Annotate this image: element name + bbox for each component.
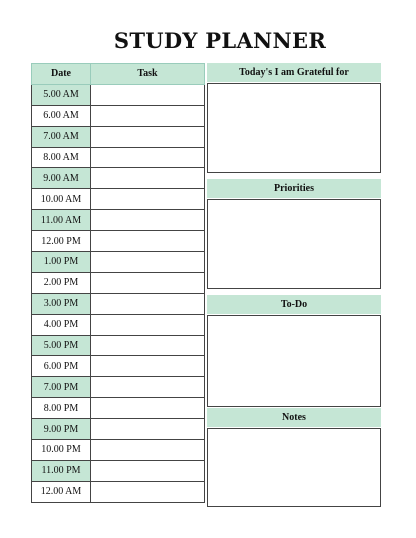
- schedule-row: [32, 210, 205, 231]
- todo-box[interactable]: [207, 315, 381, 407]
- time-cell: 9.00 PM: [32, 419, 91, 440]
- time-cell: 7.00 AM: [32, 126, 91, 147]
- notes-box[interactable]: [207, 428, 381, 507]
- schedule-row: [32, 314, 205, 335]
- task-cell[interactable]: [91, 398, 205, 419]
- priorities-section: [207, 179, 381, 289]
- time-cell: 6.00 AM: [32, 105, 91, 126]
- schedule-row: [32, 168, 205, 189]
- time-cell: 8.00 PM: [32, 398, 91, 419]
- schedule-row: [32, 293, 205, 314]
- grateful-header: Today's I am Grateful for: [207, 63, 381, 82]
- task-cell[interactable]: [91, 293, 205, 314]
- schedule-row: [32, 398, 205, 419]
- time-cell: 9.00 AM: [32, 168, 91, 189]
- task-cell[interactable]: [91, 231, 205, 252]
- schedule-row: [32, 335, 205, 356]
- task-cell[interactable]: [91, 272, 205, 293]
- time-cell: 5.00 AM: [32, 84, 91, 105]
- page-title: STUDY PLANNER: [113, 28, 327, 53]
- time-cell: 10.00 PM: [32, 440, 91, 461]
- task-cell[interactable]: [91, 440, 205, 461]
- notes-section: [207, 408, 381, 507]
- task-cell[interactable]: [91, 210, 205, 231]
- schedule-row: [32, 440, 205, 461]
- schedule-table: [31, 63, 205, 503]
- priorities-box[interactable]: [207, 199, 381, 289]
- task-cell[interactable]: [91, 105, 205, 126]
- date-column-header: Date: [32, 64, 91, 85]
- schedule-row: [32, 84, 205, 105]
- task-cell[interactable]: [91, 252, 205, 273]
- time-cell: 10.00 AM: [32, 189, 91, 210]
- task-cell[interactable]: [91, 189, 205, 210]
- task-cell[interactable]: [91, 460, 205, 481]
- task-cell[interactable]: [91, 314, 205, 335]
- schedule-row: [32, 419, 205, 440]
- task-cell[interactable]: [91, 377, 205, 398]
- priorities-header: Priorities: [207, 179, 381, 198]
- notes-header: Notes: [207, 408, 381, 427]
- task-cell[interactable]: [91, 335, 205, 356]
- task-cell[interactable]: [91, 168, 205, 189]
- task-cell[interactable]: [91, 84, 205, 105]
- time-cell: 2.00 PM: [32, 272, 91, 293]
- task-cell[interactable]: [91, 419, 205, 440]
- time-cell: 5.00 PM: [32, 335, 91, 356]
- todo-header: To-Do: [207, 295, 381, 314]
- schedule-row: [32, 377, 205, 398]
- time-cell: 11.00 AM: [32, 210, 91, 231]
- schedule-row: [32, 481, 205, 502]
- grateful-box[interactable]: [207, 83, 381, 173]
- time-cell: 12.00 PM: [32, 231, 91, 252]
- time-cell: 12.00 AM: [32, 481, 91, 502]
- time-cell: 7.00 PM: [32, 377, 91, 398]
- schedule-row: [32, 126, 205, 147]
- task-column-header: Task: [91, 64, 205, 85]
- grateful-section: [207, 63, 381, 173]
- schedule-row: [32, 231, 205, 252]
- schedule-row: [32, 252, 205, 273]
- schedule-row: [32, 272, 205, 293]
- task-cell[interactable]: [91, 126, 205, 147]
- schedule-row: [32, 460, 205, 481]
- schedule-row: [32, 356, 205, 377]
- time-cell: 3.00 PM: [32, 293, 91, 314]
- time-cell: 11.00 PM: [32, 460, 91, 481]
- task-cell[interactable]: [91, 147, 205, 168]
- task-cell[interactable]: [91, 356, 205, 377]
- schedule-row: [32, 147, 205, 168]
- schedule-row: [32, 105, 205, 126]
- todo-section: [207, 295, 381, 407]
- time-cell: 8.00 AM: [32, 147, 91, 168]
- time-cell: 4.00 PM: [32, 314, 91, 335]
- time-cell: 1.00 PM: [32, 252, 91, 273]
- schedule-header-row: [32, 64, 205, 85]
- task-cell[interactable]: [91, 481, 205, 502]
- schedule-row: [32, 189, 205, 210]
- time-cell: 6.00 PM: [32, 356, 91, 377]
